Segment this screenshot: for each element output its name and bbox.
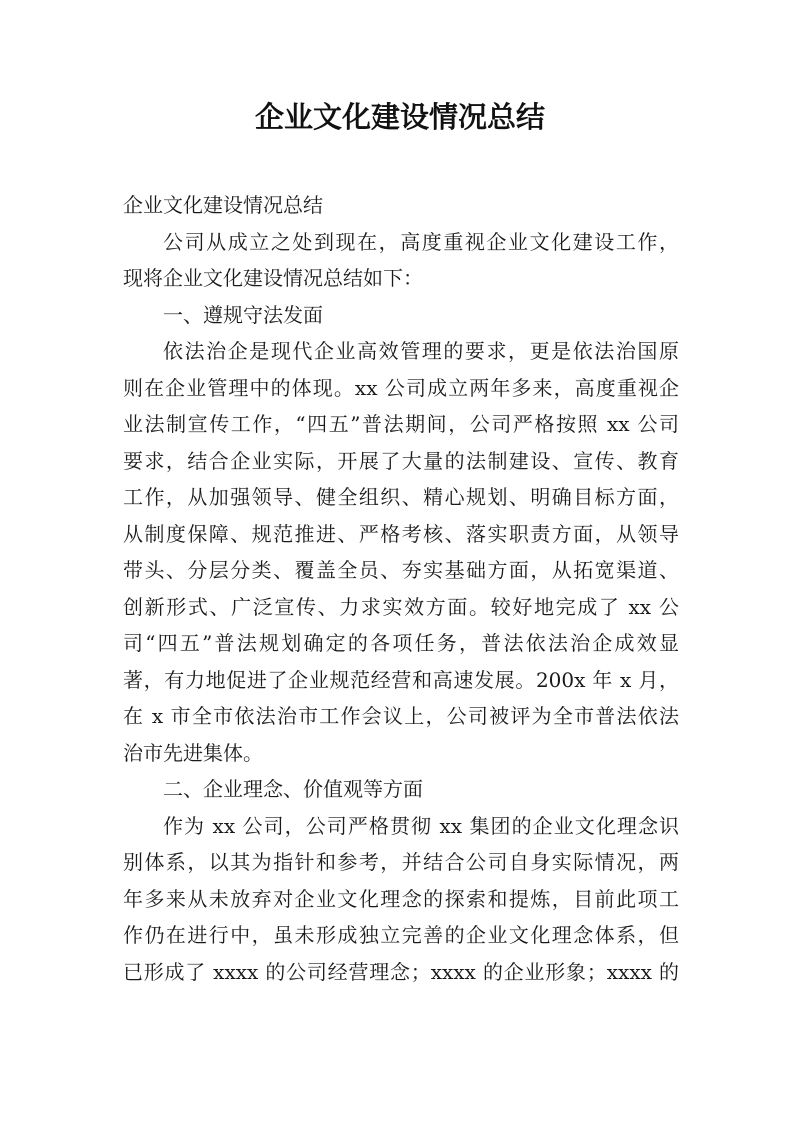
text-line: 创新形式、广泛宣传、力求实效方面。较好地完成了 xx 公 [123, 594, 679, 619]
document-title: 企业文化建设情况总结 [254, 100, 545, 134]
text-line: 别体系，以其为指针和参考，并结合公司自身实际情况，两 [123, 850, 679, 874]
text-line: 一、遵规守法发面 [163, 302, 323, 327]
text-line: 二、企业理念、价值观等方面 [163, 777, 423, 801]
text-line: 治市先进集体。 [123, 740, 263, 765]
document-body [123, 187, 679, 990]
text-line: 则在企业管理中的体现。xx 公司成立两年多来，高度重视企 [123, 375, 679, 400]
text-line: 要求，结合企业实际，开展了大量的法制建设、宣传、教育 [123, 448, 679, 473]
text-line: 现将企业文化建设情况总结如下： [123, 266, 423, 290]
text-line: 从制度保障、规范推进、严格考核、落实职责方面，从领导 [123, 521, 679, 546]
text-line: 依法治企是现代企业高效管理的要求，更是依法治国原 [163, 339, 679, 363]
text-line: 企业文化建设情况总结 [123, 193, 323, 217]
text-line: 已形成了 xxxx 的公司经营理念；xxxx 的企业形象；xxxx 的 [123, 959, 679, 984]
text-line: 著，有力地促进了企业规范经营和高速发展。200x 年 x 月， [123, 667, 679, 692]
text-line: 工作，从加强领导、健全组织、精心规划、明确目标方面， [123, 485, 679, 509]
text-line: 在 x 市全市依法治市工作会议上，公司被评为全市普法依法 [123, 704, 679, 728]
text-line: 业法制宣传工作，“四五”普法期间，公司严格按照 xx 公司 [123, 412, 679, 436]
text-line: 作仍在进行中，虽未形成独立完善的企业文化理念体系，但 [123, 923, 679, 947]
text-line: 作为 xx 公司，公司严格贯彻 xx 集团的企业文化理念识 [163, 813, 679, 838]
text-line: 公司从成立之处到现在，高度重视企业文化建设工作， [163, 229, 679, 254]
text-line: 年多来从未放弃对企业文化理念的探索和提炼，目前此项工 [123, 886, 679, 911]
text-line: 带头、分层分类、覆盖全员、夯实基础方面，从拓宽渠道、 [123, 558, 679, 582]
text-line: 司“四五”普法规划确定的各项任务，普法依法治企成效显 [123, 631, 679, 655]
